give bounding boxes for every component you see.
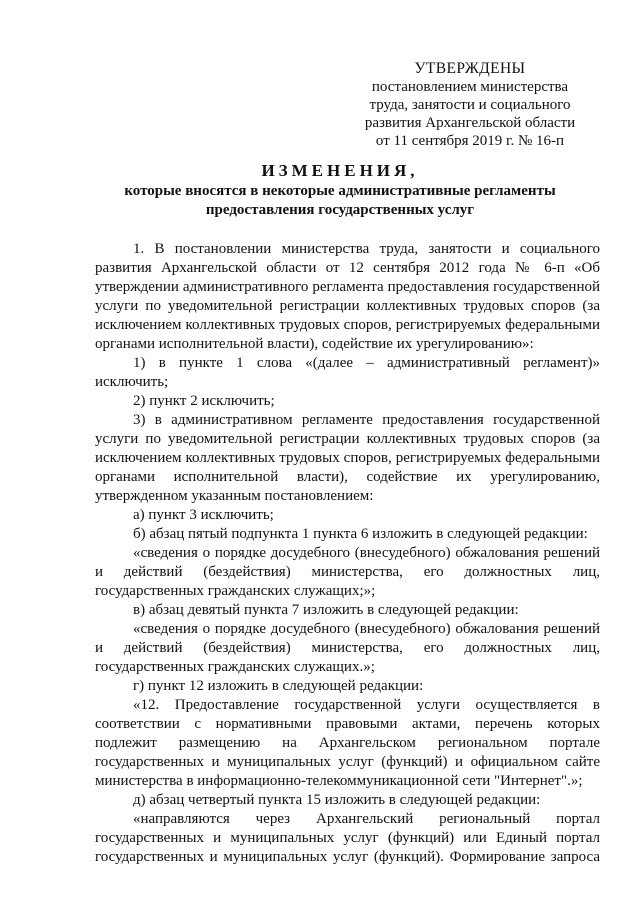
document-title (60, 160, 620, 220)
paragraph: б) абзац пятый подпункта 1 пункта 6 изложить в следующей редакции: (133, 526, 588, 542)
approval-line: развития Архангельской области (364, 115, 576, 131)
title-main: ИЗМЕНЕНИЯ, (261, 161, 419, 180)
approval-line: труда, занятости и социального (369, 97, 571, 113)
paragraph: д) абзац четвертый пункта 15 изложить в следующей редакции: (133, 792, 541, 808)
paragraph: «12. Предоставление государственной услуги осуществляется в соответствии с нормативными правовыми актами, перечень которых подлежит размещению на Архангельском региональном портале государственных и муниципальных услуг (функций) и официальном сайте министерства в информационно-телекоммуникационной сети "Интернет".»; (95, 697, 600, 789)
paragraph: «направляются через Архангельский региональный портал государственных и муниципальных услуг (функций) или Единый портал государственных и муниципальных услуг (функций). Формирование запроса (95, 811, 600, 865)
paragraph: 1. В постановлении министерства труда, занятости и социального развития Архангельской области от 12 сентября 2012 года № 6-п «Об утверждении административного регламента предоставления государственной услуги по уведомительной регистрации коллективных трудовых споров (за исключением коллективных трудовых споров, регистрируемых федеральными органами исполнительной власти), содействие их урегулированию»: (95, 241, 600, 352)
title-subtitle-line: предоставления государственных услуг (205, 202, 475, 218)
paragraph: 3) в административном регламенте предоставления государственной услуги по уведомительной регистрации коллективных трудовых споров (за исключением коллективных трудовых споров, регистрируемых федеральными органами исполнительной власти), содействие их урегулированию, утвержденном указанным постановлением: (95, 412, 600, 504)
paragraph: «сведения о порядке досудебного (внесудебного) обжалования решений и действий (бездействия) министерства, его должностных лиц, государственных гражданских служащих.»; (95, 621, 600, 675)
approval-line: от 11 сентября 2019 г. № 16-п (375, 133, 565, 149)
paragraph: «сведения о порядке досудебного (внесудебного) обжалования решений и действий (бездействия) министерства, его должностных лиц, государственных гражданских служащих;»; (95, 545, 600, 599)
paragraph: г) пункт 12 изложить в следующей редакции: (133, 678, 424, 694)
paragraph: 1) в пункте 1 слова «(далее – административный регламент)» исключить; (95, 355, 600, 390)
paragraph: 2) пункт 2 исключить; (133, 393, 275, 409)
approval-heading: УТВЕРЖДЕНЫ (414, 60, 526, 77)
approval-line: постановлением министерства (371, 79, 569, 95)
paragraph: в) абзац девятый пункта 7 изложить в следующей редакции: (133, 602, 519, 618)
paragraph: а) пункт 3 исключить; (133, 507, 274, 523)
document-body (95, 240, 600, 867)
approval-stamp (352, 60, 588, 150)
title-subtitle-line: которые вносятся в некоторые административные регламенты (124, 183, 556, 199)
